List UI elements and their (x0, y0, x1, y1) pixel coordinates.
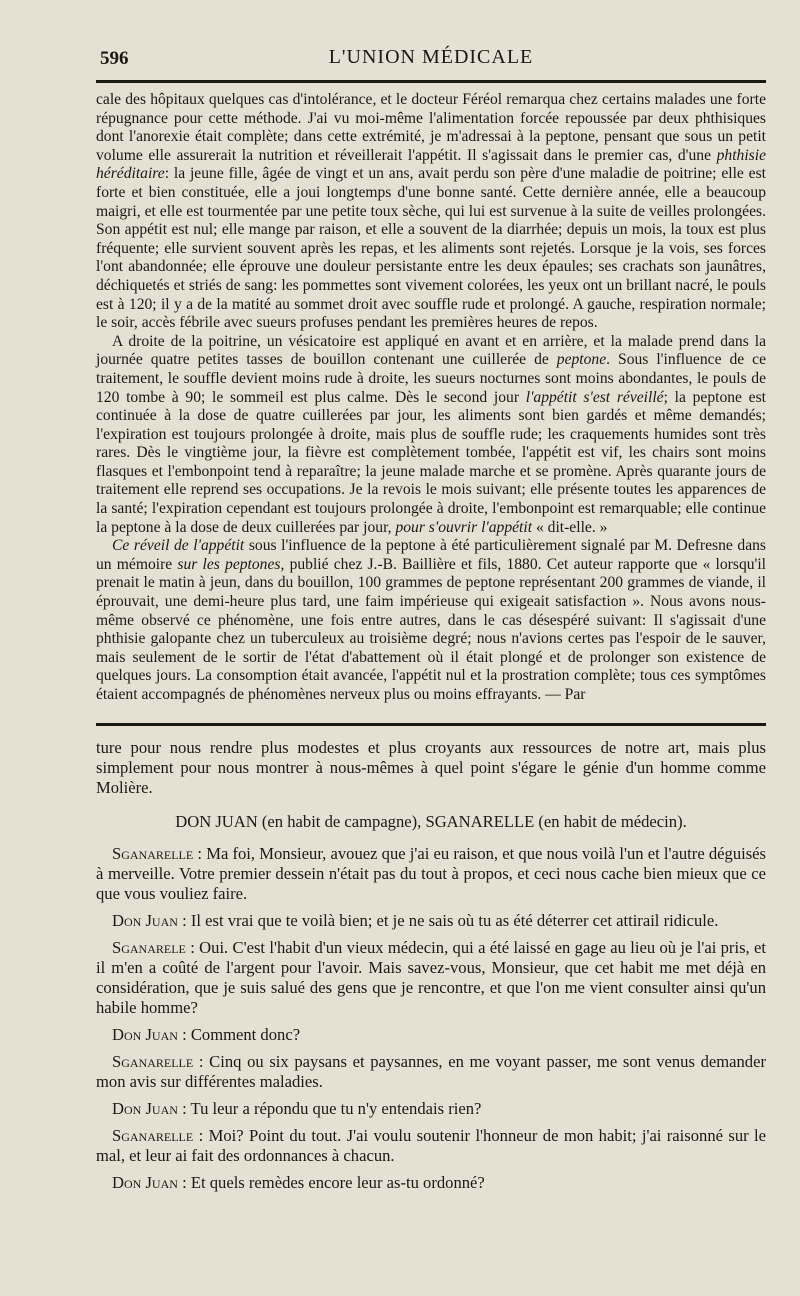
page-number: 596 (100, 48, 129, 69)
dialogue-text: Tu leur a répondu que tu n'y entendais rien? (186, 1098, 482, 1118)
article-paragraph (96, 333, 766, 538)
running-title: L'UNION MÉDICALE (328, 46, 534, 68)
dialogue-text: Oui. C'est l'habit d'un vieux médecin, qui a été laissé en gage au lieu où je l'ai pris, et il m'en a coûté de l'argent pour l'avoir. Mais savez-vous, Monsieur, que cet habit me met déjà en considération, que je suis salué des gens que je rencontre, et que l'on me vient consulter ainsi qu'un habile homme? (96, 937, 766, 1017)
speaker-name: Don Juan : (112, 1024, 187, 1044)
text-run: cale des hôpitaux quelques cas d'intolérance, et le docteur Féréol remarqua chez certains malades une forte répugnance pour cette méthode. J'ai vu moi-même l'alimentation forcée repoussée par deux phthisiques dont l'anorexie était complète; dans cette extrémité, je m'adressai à la peptone, pensant que sous un petit volume elle assurerait la nutrition et réveillerait l'appétit. Il s'agissait dans le premier cas, d'une (96, 91, 766, 164)
dialogue-line (96, 938, 766, 1018)
italic-phrase: phthisie héréditaire (96, 146, 766, 183)
dialogue-line (96, 911, 766, 931)
dialogue-line (96, 1126, 766, 1166)
dialogue-line (96, 844, 766, 904)
dialogue-text: Et quels remèdes encore leur as-tu ordonné? (186, 1172, 485, 1192)
speaker-name: Don Juan : (112, 1098, 187, 1118)
feuilleton-section (96, 738, 766, 1193)
speaker-name: Don Juan : (112, 910, 187, 930)
text-run: : la jeune fille, âgée de vingt et un ans, avait perdu son père d'une maladie de poitrine; elle est forte et bien constituée, elle a joui longtemps d'une bonne santé. Cette dernière année, elle a beaucoup maigri, et elle est tourmentée par une petite toux sèche, qui lui est survenue à la suite de veilles prolongées. Son appétit est nul; elle mange par raison, et elle a souvent de la diarrhée; depuis un mois, la toux est plus fréquente; elle survient souvent après les repas, et les aliments sont rejetés. Lorsque je la vois, ses forces l'ont abandonnée; elle éprouve une douleur persistante entre les deux épaules; ses crachats son jaunâtres, déchiquetés et striés de sang: les pommettes sont vivement colorées, les yeux ont un brillant nacré, le pouls est à 120; il y a de la matité au sommet droit avec souffle rude et prolongé. A gauche, respiration normale; le soir, accès fébrile avec sueurs profuses pendant les premières heures de repos. (96, 165, 766, 332)
speaker-name: Sganarelle : (112, 1125, 204, 1145)
speaker-name: Sganarelle : (112, 1051, 204, 1071)
speaker-name: Don Juan : (112, 1172, 187, 1192)
article-paragraph (96, 91, 766, 333)
article-paragraph (96, 537, 766, 704)
feuilleton-separator-rule (96, 723, 766, 726)
text-run: . Sous l'influence de ce traitement, le souffle devient moins rude à droite, les sueurs nocturnes sont moins abondantes, le pouls de 120 tombe à 90; le sommeil est plus calme. Dès le second jour (96, 351, 767, 406)
feuilleton-intro: ture pour nous rendre plus modestes et plus croyants aux ressources de notre art, mais plus simplement pour nous montrer à nous-mêmes à quel point s'égare le génie d'un homme comme Molière. (96, 737, 766, 797)
dialogue-line (96, 1173, 766, 1193)
text-run: « dit-elle. » (532, 518, 608, 536)
text-run: , publié chez J.-B. Baillière et fils, 1880. Cet auteur rapporte que « lorsqu'il prenait le matin à jeun, dans du bouillon, 100 grammes de peptone représentant 200 grammes de viande, il éprouvait, une demi-heure plus tard, une faim impérieuse qui exigeait satisfaction ». Nous avons nous-même observé ce phénomène, une fois entre autres, dans le cas désespéré suivant: Il s'agissait d'une phthisie galopante chez un tuberculeux au troisième degré; nous n'avions certes pas l'espoir de le sauver, mais seulement de le sortir de l'état d'abattement où il était plongé et de prolonger son existence de quelques jours. La consomption était avancée, l'appétit nul et la prostration complète; tous ces symptômes étaient accompagnés de phénomènes nerveux plus ou moins effrayants. — Par (96, 555, 767, 703)
header-rule (96, 80, 766, 83)
dialogue-line (96, 1025, 766, 1045)
italic-phrase: pour s'ouvrir l'appétit (395, 518, 533, 536)
dialogue (96, 844, 766, 1193)
text-run: ; la peptone est continuée à la dose de quatre cuillerées par jour, les aliments sont bien gardés et même demandés; l'expiration est toujours prolongée à droite, mais plus de souffle rude; les craquements humides sont très rares. Dès le vingtième jour, la fièvre est complètement tombée, l'appétit est vif, les chairs sont moins flasques et l'embonpoint tend à reparaître; la jeune malade marche et se promène. Après quarante jours de traitement elle reprend ses occupations. Je la revois le mois suivant; elle présente toutes les apparences de la santé; l'expiration cependant est toujours prolongée à droite, l'embonpoint est remarquable; elle continue la peptone à la dose de deux cuillerées par jour, (96, 388, 767, 536)
dialogue-line (96, 1099, 766, 1119)
text-run: sous l'influence de la peptone à été particulièrement signalé par M. Defresne dans un mémoire (96, 537, 766, 573)
italic-phrase: l'appétit s'est réveillé (525, 388, 664, 406)
dialogue-text: Ma foi, Monsieur, avouez que j'ai eu raison, et que nous voilà l'un et l'autre déguisés à merveille. Votre premier dessein n'était pas du tout à propos, et ceci nous cache bien mieux que ce que vous vouliez faire. (96, 843, 767, 903)
dialogue-text: Moi? Point du tout. J'ai voulu soutenir l'honneur de mon habit; j'ai raisonné sur le mal, et leur ai fait des ordonnances à chacun. (96, 1125, 766, 1165)
dialogue-line (96, 1052, 766, 1092)
dialogue-text: Il est vrai que te voilà bien; et je ne sais où tu as été déterrer cet attirail ridicule. (186, 910, 719, 930)
text-run: A droite de la poitrine, un vésicatoire est appliqué en avant et en arrière, et la malade prend dans la journée quatre petites tasses de bouillon contenant une cuillerée de (96, 332, 766, 369)
italic-phrase: Ce réveil de l'appétit (112, 537, 245, 555)
speaker-name: Sganarele : (112, 937, 195, 957)
italic-phrase: peptone (556, 351, 607, 369)
speaker-name: Sganarelle : (112, 843, 203, 863)
stage-direction: DON JUAN (en habit de campagne), SGANARELLE (en habit de médecin). (175, 811, 687, 831)
dialogue-text: Comment donc? (186, 1024, 301, 1044)
page-header (96, 44, 766, 74)
italic-phrase: sur les peptones (177, 555, 281, 573)
article-body (96, 91, 766, 705)
dialogue-text: Cinq ou six paysans et paysannes, en me voyant passer, me sont venus demander mon avis sur différentes maladies. (96, 1051, 766, 1091)
